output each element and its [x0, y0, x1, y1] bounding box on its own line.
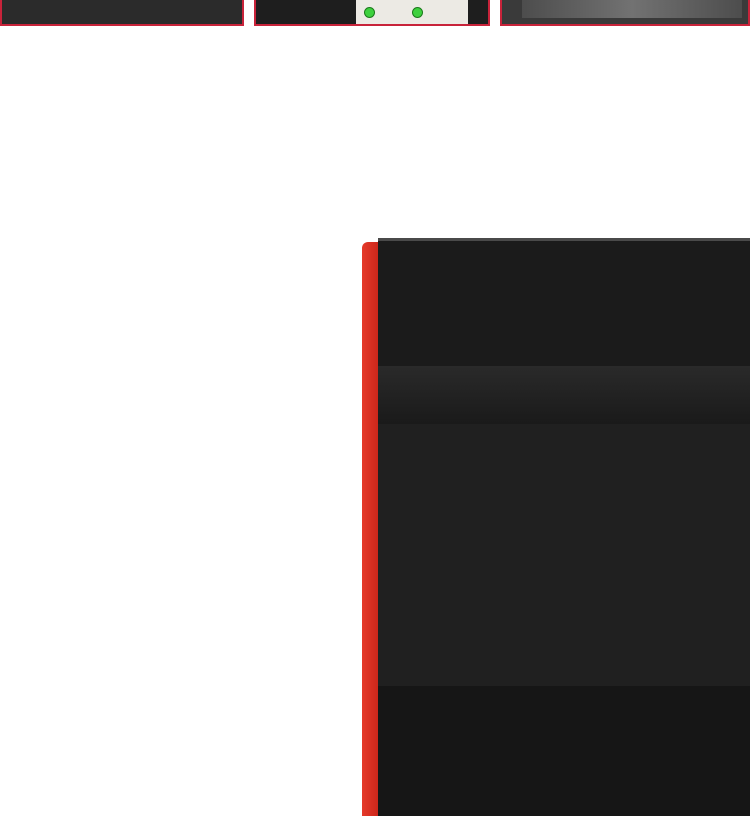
led-green-icon [412, 7, 423, 18]
top-thumbnail-strip [0, 0, 750, 30]
mixer-detail-thumbnail [500, 0, 750, 26]
mixer-detail-image [522, 0, 742, 18]
dsp-banner [378, 366, 750, 424]
mixer-input-section [378, 238, 750, 369]
eff-solo-thumbnail [254, 0, 490, 26]
effects-list-thumbnail [0, 0, 244, 26]
effects-list-text [3, 0, 244, 26]
mixer-channel-controls [378, 424, 750, 686]
mixer-image [362, 236, 750, 816]
meter-panel [356, 0, 468, 26]
led-green-icon [364, 7, 375, 18]
mixer-fader-section [378, 686, 750, 816]
